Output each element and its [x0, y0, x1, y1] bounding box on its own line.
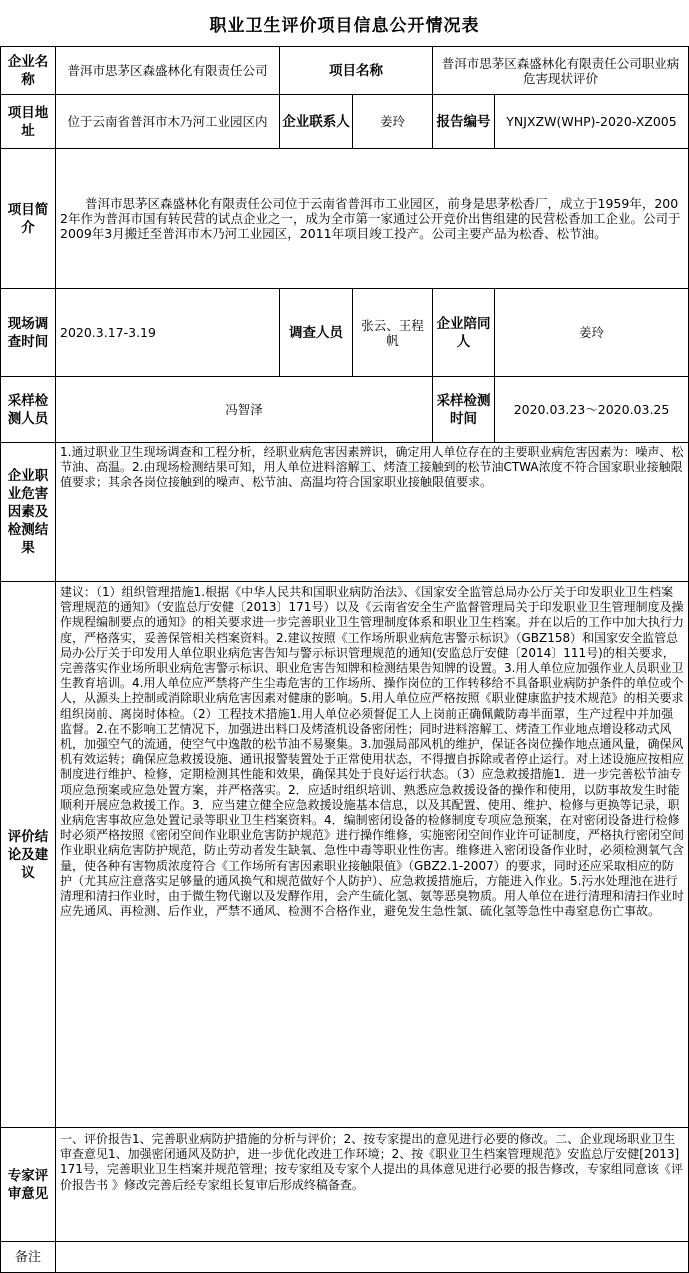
sampler-value: 冯智泽 [56, 377, 433, 443]
info-table [0, 46, 689, 1273]
sample-time-value: 2020.03.23～2020.03.25 [495, 377, 689, 443]
page-title: 职业卫生评价项目信息公开情况表 [209, 15, 480, 36]
hazard-results-label: 企业职业危害因素及检测结果 [1, 443, 56, 582]
remark-label: 备注 [1, 1242, 56, 1273]
row-survey [1, 289, 689, 377]
evaluation-value: 建议：（1）组织管理措施1.根据《中华人民共和国职业病防治法》、《国家安全监管总局办公厅关于印发职业卫生档案管理规范的通知》（安监总厅安健〔2013〕171号）以及《云南省安全生产监督管理局关于印发职业卫生管理制度及操作规程编制要点的通知》的相关要求进一步完善职业卫生管理制度体系和职业卫生档案。并在以后的工作中加大执行力度，严格落实，妥善保管相关档案资料。2.建议按照《工作场所职业病危害警示标识》（GBZ158）和国家安全监管总局办公厅关于印发用人单位职业病危害告知与警示标识管理规范的通知(安监总厅安健〔2014〕111号)的相关要求，完善落实作业场所职业病危害警示标识、职业危害告知牌和检测结果告知牌的设置。3.用人单位应加强作业人员职业卫生教育培训。4.用人单位应严禁将产生尘毒危害的工作场所、操作岗位的工作转移给不具备职业病防护条件的单位或个人，从源头上控制或消除职业病危害因素对健康的影响。5.用人单位应严格按照《职业健康监护技术规范》的相关要求组织岗前、离岗时体检。（2）工程技术措施1.用人单位必须督促工人上岗前正确佩戴防毒半面罩，生产过程中并加强监督。2.在不影响工艺情况下，加强进出料口及烤渣机设备密闭性；同时进料溶解工、烤渣工作业地点增设移动式风机，加强空气的流通，使空气中逸散的松节油不易聚集。3.加强局部风机的维护，保证各岗位操作地点通风量，确保风机有效运转；确保应急救援设施、通讯报警装置处于正常使用状态，不得擅自拆除或者停止运行。对上述设施应按相应制度进行维护、检修，定期检测其性能和效果，确保其处于良好运行状态。（3）应急救援措施1．进一步完善松节油专项应急预案或应急处置方案，并严格落实。2．应适时组织培训、熟悉应急救援设备的操作和使用，以防事故发生时能顺利开展应急救援工作。3．应当建立健全应急救援设施基本信息，以及其配置、使用、维护、检修与更换等记录，职业病危害事故应急处置记录等职业卫生档案资料。4．编制密闭设备的检修制度专项应急预案，在对密闭设备进行检修时必须严格按照《密闭空间作业职业危害防护规范》进行操作维修，实施密闭空间作业许可证制度，严格执行密闭空间作业职业病危害防护规范，防止劳动者发生缺氧、急性中毒等职业性伤害。维修进入密闭设备作业时，必须检测氧气含量，使各种有害物质浓度符合《工作场所有害因素职业接触限值》（GBZ2.1-2007）的要求，同时还应采取相应的防护（尤其应注意落实足够量的通风换气和规范做好个人防护）、应急救援措施后，方能进入作业。5.污水处理池在进行清理和清扫作业时，由于微生物代谢以及发酵作用，会产生硫化氢、氨等恶臭物质。用人单位在进行清理和清扫作业时应先通风、再检测、后作业，严禁不通风、检测不合格作业，避免发生急性氯、硫化氢等急性中毒窒息伤亡事故。 [56, 582, 689, 1128]
sampler-label: 采样检测人员 [1, 377, 56, 443]
row-evaluation [1, 582, 689, 1128]
row-address [1, 95, 689, 149]
escort-label: 企业陪同人 [433, 289, 495, 377]
project-name-label: 项目名称 [280, 47, 433, 95]
evaluation-label: 评价结论及建议 [1, 582, 56, 1128]
project-name-value: 普洱市思茅区森盛林化有限责任公司职业病危害现状评价 [433, 47, 689, 95]
row-intro [1, 149, 689, 289]
remark-value [56, 1242, 689, 1273]
project-address-value: 位于云南省普洱市木乃河工业园区内 [56, 95, 280, 149]
investigator-value: 张云、王程帆 [353, 289, 433, 377]
row-remark [1, 1242, 689, 1273]
company-name-label: 企业名称 [1, 47, 56, 95]
row-results [1, 443, 689, 582]
project-address-label: 项目地址 [1, 95, 56, 149]
survey-time-value: 2020.3.17-3.19 [56, 289, 280, 377]
company-contact-label: 企业联系人 [280, 95, 353, 149]
expert-review-value: 一、评价报告1、完善职业病防护措施的分析与评价；2、按专家提出的意见进行必要的修改。二、企业现场职业卫生审查意见1、加强密闭通风及防护，进一步优化改进工作环境；2、按《职业卫生档案管理规范》安监总厅安健[2013]171号，完善职业卫生档案并规范管理；按专家组及专家个人提出的具体意见进行必要的报告修改，专家组同意该《评价报告书 》修改完善后经专家组长复审后形成终稿备查。 [56, 1128, 689, 1242]
survey-time-label: 现场调查时间 [1, 289, 56, 377]
investigator-label: 调查人员 [280, 289, 353, 377]
row-sampling [1, 377, 689, 443]
company-contact-value: 姜玲 [353, 95, 433, 149]
hazard-results-value: 1.通过职业卫生现场调查和工程分析，经职业病危害因素辨识，确定用人单位存在的主要职业病危害因素为：噪声、松节油、高温。2.由现场检测结果可知，用人单位进料溶解工、烤渣工接触到的松节油CTWA浓度不符合国家职业接触限值要求；其余各岗位接触到的噪声、松节油、高温均符合国家职业接触限值要求。 [56, 443, 689, 582]
escort-value: 姜玲 [495, 289, 689, 377]
sample-time-label: 采样检测时间 [433, 377, 495, 443]
project-intro-value: 普洱市思茅区森盛林化有限责任公司位于云南省普洱市工业园区，前身是思茅松香厂，成立于1959年，2002年作为普洱市国有转民营的试点企业之一，成为全市第一家通过公开竞价出售组建的民营松香加工企业。公司于2009年3月搬迁至普洱市木乃河工业园区，2011年项目竣工投产。公司主要产品为松香、松节油。 [56, 149, 689, 289]
row-expert [1, 1128, 689, 1242]
expert-review-label: 专家评审意见 [1, 1128, 56, 1242]
project-intro-label: 项目简介 [1, 149, 56, 289]
row-company [1, 47, 689, 95]
report-number-value: YNJXZW(WHP)-2020-XZ005 [495, 95, 689, 149]
company-name-value: 普洱市思茅区森盛林化有限责任公司 [56, 47, 280, 95]
report-number-label: 报告编号 [433, 95, 495, 149]
